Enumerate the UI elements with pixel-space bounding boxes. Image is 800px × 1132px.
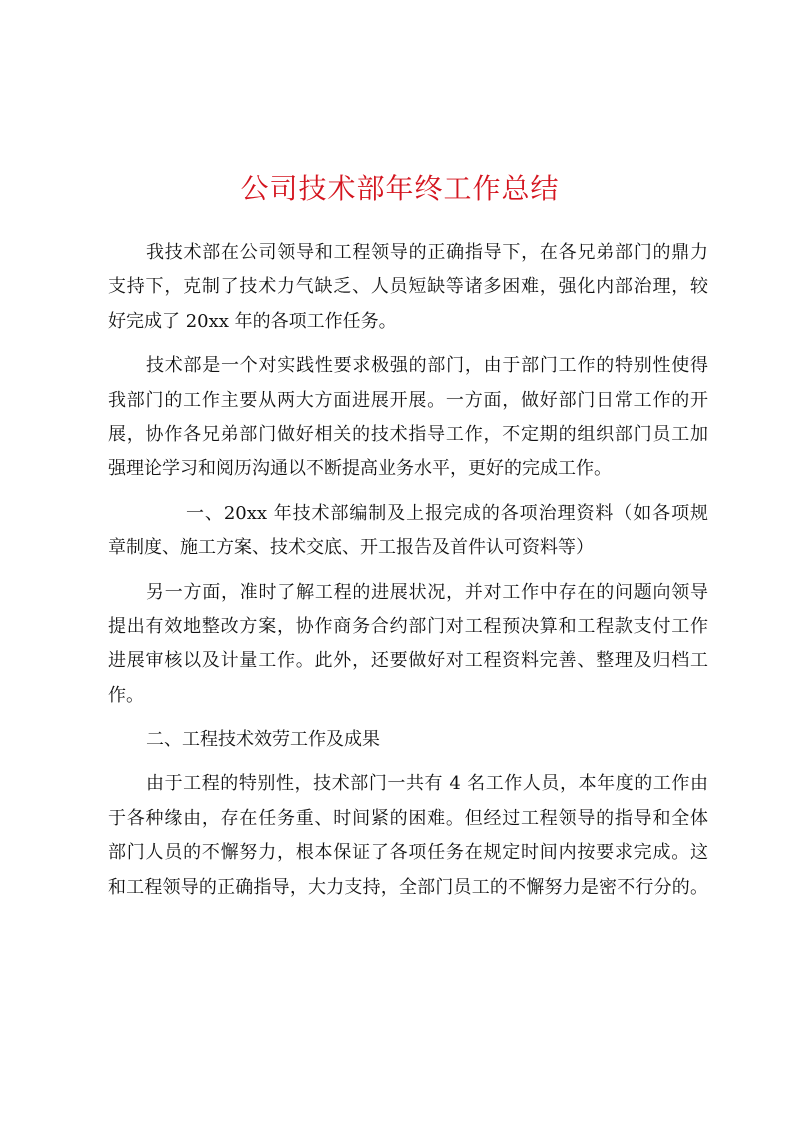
paragraph-line: 作。 — [108, 684, 144, 706]
paragraph-line: 于各种缘由，存在任务重、时间紧的困难。但经过工程领导的指导和全体 — [108, 807, 708, 829]
paragraph-line: 章制度、施工方案、技术交底、开工报告及首件认可资料等） — [108, 537, 594, 559]
section-heading: 二、工程技术效劳工作及成果 — [146, 729, 380, 751]
document-body — [108, 236, 708, 905]
section-heading-2 — [108, 723, 708, 757]
paragraph-line: 支持下，克制了技术力气缺乏、人员短缺等诸多困难，强化内部治理，较 — [108, 276, 708, 298]
paragraph-5 — [108, 767, 708, 905]
paragraph-1 — [108, 236, 708, 339]
paragraph-line: 技术部是一个对实践性要求极强的部门，由于部门工作的特别性使得 — [146, 355, 708, 377]
paragraph-line: 一、20xx 年技术部编制及上报完成的各项治理资料（如各项规 — [186, 502, 708, 524]
paragraph-line: 我部门的工作主要从两大方面进展开展。一方面，做好部门日常工作的开 — [108, 389, 708, 411]
paragraph-line: 展，协作各兄弟部门做好相关的技术指导工作，不定期的组织部门员工加 — [108, 423, 708, 445]
paragraph-line: 由于工程的特别性，技术部门一共有 4 名工作人员，本年度的工作由 — [146, 773, 708, 795]
paragraph-3 — [108, 497, 708, 566]
paragraph-line: 好完成了 20xx 年的各项工作任务。 — [108, 310, 397, 332]
document-title: 公司技术部年终工作总结 — [240, 172, 560, 205]
paragraph-line: 进展审核以及计量工作。此外，还要做好对工程资料完善、整理及归档工 — [108, 650, 708, 672]
paragraph-line: 另一方面，准时了解工程的进展状况，并对工作中存在的问题向领导 — [146, 581, 708, 603]
paragraph-line: 我技术部在公司领导和工程领导的正确指导下，在各兄弟部门的鼎力 — [146, 242, 708, 263]
paragraph-2 — [108, 349, 708, 487]
paragraph-line: 强理论学习和阅历沟通以不断提高业务水平，更好的完成工作。 — [108, 458, 612, 480]
paragraph-line: 和工程领导的正确指导，大力支持，全部门员工的不懈努力是密不行分的。 — [108, 876, 708, 898]
paragraph-4 — [108, 576, 708, 714]
paragraph-line: 部门人员的不懈努力，根本保证了各项任务在规定时间内按要求完成。这 — [108, 842, 708, 864]
paragraph-line: 提出有效地整改方案，协作商务合约部门对工程预决算和工程款支付工作 — [108, 615, 708, 637]
